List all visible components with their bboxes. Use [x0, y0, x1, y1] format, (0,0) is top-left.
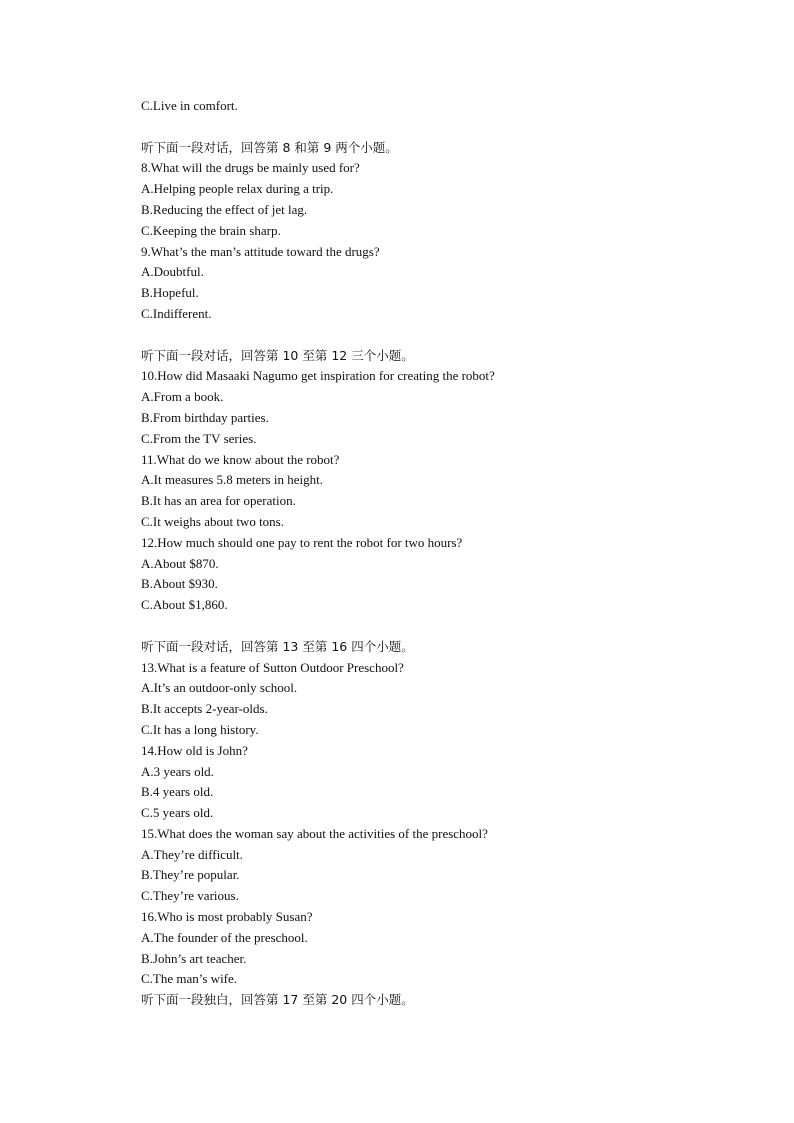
option-text: C.Indifferent. [141, 305, 212, 321]
question-text: 10.How did Masaaki Nagumo get inspiration for creating the robot? [141, 368, 495, 384]
option-text: A.It’s an outdoor-only school. [141, 680, 298, 696]
blank-line [141, 117, 741, 138]
option-text: A.About $870. [141, 555, 219, 571]
option-text: A.3 years old. [141, 763, 214, 779]
option-text: C.It weighs about two tons. [141, 513, 284, 529]
question-text: 14.How old is John? [141, 742, 248, 758]
option-text: A.They’re difficult. [141, 846, 243, 862]
question-text: 9.What’s the man’s attitude toward the drugs? [141, 243, 380, 259]
option-text: B.John’s art teacher. [141, 950, 247, 966]
option-text: B.They’re popular. [141, 867, 240, 883]
option-text: A.From a book. [141, 389, 224, 405]
section-instruction: 听下面一段独白，回答第 17 至第 20 四个小题。 [141, 992, 414, 1008]
question-text: 16.Who is most probably Susan? [141, 909, 313, 925]
question-text: 13.What is a feature of Sutton Outdoor Preschool? [141, 659, 404, 675]
option-text: C.5 years old. [141, 805, 214, 821]
section-instruction: 听下面一段对话，回答第 13 至第 16 四个小题。 [141, 638, 414, 654]
section-instruction: 听下面一段对话，回答第 10 至第 12 三个小题。 [141, 347, 414, 363]
question-text: 8.What will the drugs be mainly used for? [141, 160, 360, 176]
option-text: C.About $1,860. [141, 597, 228, 613]
option-text: A.It measures 5.8 meters in height. [141, 472, 323, 488]
option-text: A.Doubtful. [141, 264, 204, 280]
option-text: C.It has a long history. [141, 721, 259, 737]
option-text: C.They’re various. [141, 888, 239, 904]
option-text: B.About $930. [141, 576, 218, 592]
option-text: A.Helping people relax during a trip. [141, 181, 334, 197]
blank-line [141, 616, 741, 637]
option-text: B.4 years old. [141, 784, 214, 800]
option-text: B.It accepts 2-year-olds. [141, 701, 268, 717]
question-text: 11.What do we know about the robot? [141, 451, 340, 467]
option-text: C.From the TV series. [141, 430, 257, 446]
option-text: C.Live in comfort. [141, 98, 238, 113]
question-text: 12.How much should one pay to rent the robot for two hours? [141, 534, 463, 550]
option-text: B.Reducing the effect of jet lag. [141, 201, 308, 217]
section-instruction: 听下面一段对话，回答第 8 和第 9 两个小题。 [141, 139, 398, 155]
option-text: C.The man’s wife. [141, 971, 238, 987]
option-text: A.The founder of the preschool. [141, 929, 308, 945]
blank-line [141, 325, 741, 346]
option-text: B.It has an area for operation. [141, 493, 296, 509]
option-text: B.From birthday parties. [141, 409, 269, 425]
option-text: C.Keeping the brain sharp. [141, 222, 281, 238]
question-text: 15.What does the woman say about the activities of the preschool? [141, 825, 488, 841]
option-text: B.Hopeful. [141, 285, 199, 301]
document-content [141, 96, 741, 1011]
